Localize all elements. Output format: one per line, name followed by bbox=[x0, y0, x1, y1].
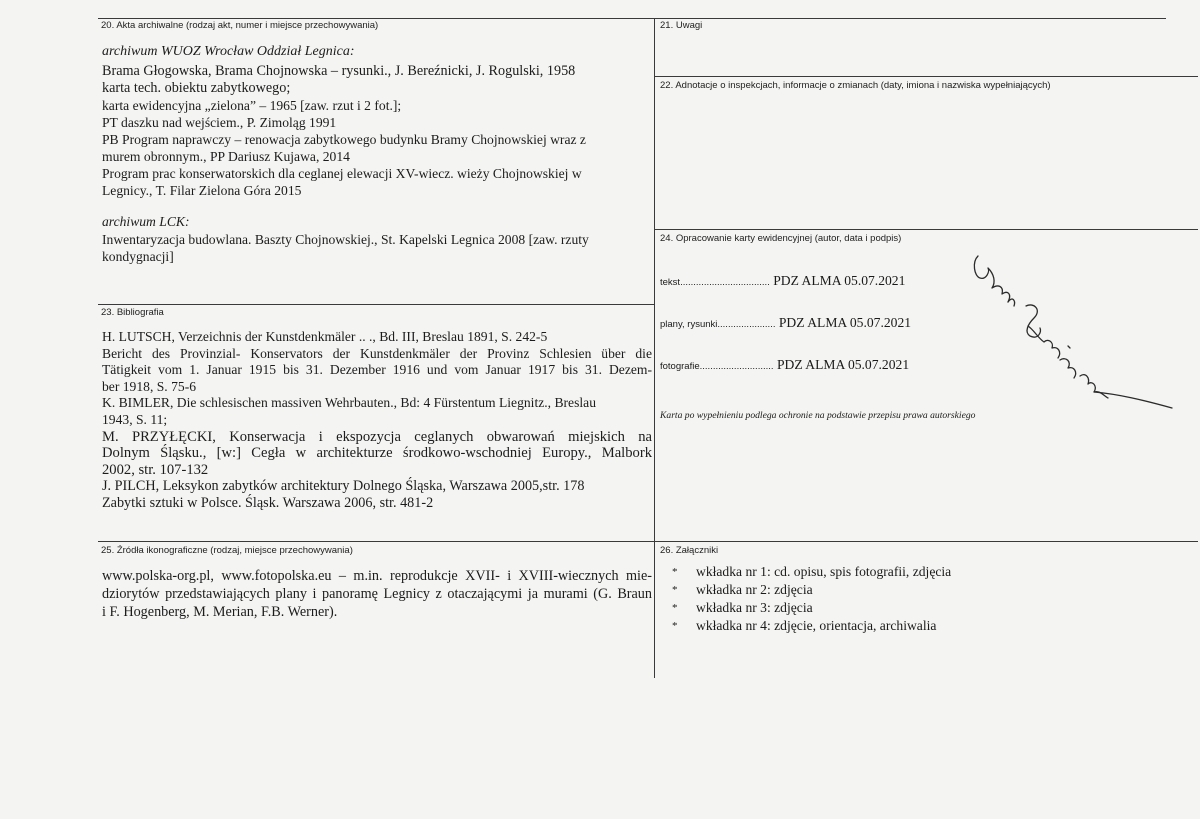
iconographic-line: dziorytów przedstawiających plany i panoramę Legnicy z otaczającymi ja murami (G. Braun bbox=[102, 586, 652, 602]
author-row-label: fotografie bbox=[660, 361, 700, 372]
archive-entry: karta tech. obiektu zabytkowego; bbox=[102, 80, 291, 96]
archive-lck-heading: archiwum LCK: bbox=[102, 214, 190, 229]
copyright-note: Karta po wypełnieniu podlega ochronie na podstawie przepisu prawa autorskiego bbox=[660, 410, 976, 421]
attachment-item bbox=[672, 563, 951, 581]
attachment-item bbox=[672, 581, 951, 599]
bibliography-line: 1943, S. 11; bbox=[102, 411, 168, 427]
bibliography-line: M. PRZYŁĘCKI, Konserwacja i ekspozycja ceglanych obwarowań miejskich na bbox=[102, 428, 652, 445]
author-row-dots: .................................. bbox=[680, 277, 770, 288]
archive-entry: PB Program naprawczy – renowacja zabytkowego budynku Bramy Chojnowskiej wraz z bbox=[102, 132, 586, 147]
author-row-dots: ...................... bbox=[717, 319, 776, 330]
archive-lck-entries bbox=[102, 231, 652, 265]
bullet-icon: * bbox=[672, 584, 678, 596]
author-row-value: PDZ ALMA 05.07.2021 bbox=[773, 273, 906, 288]
section-21-header: 21. Uwagi bbox=[660, 20, 703, 31]
bibliography-line: Bericht des Provinzial- Konservators der Kunstdenkmäler der Provinz Schlesien über die bbox=[102, 345, 652, 361]
section-25-header: 25. Źródła ikonograficzne (rodzaj, miejsce przechowywania) bbox=[101, 545, 353, 556]
rule-21-22 bbox=[655, 76, 1198, 77]
author-row-drawings bbox=[660, 315, 911, 331]
archive-entry: Inwentaryzacja budowlana. Baszty Chojnowskiej., St. Kapelski Legnica 2008 [zaw. rzuty bbox=[102, 232, 589, 247]
section-22-header: 22. Adnotacje o inspekcjach, informacje o zmianach (daty, imiona i nazwiska wypełniających) bbox=[660, 80, 1051, 91]
bibliography-line: J. PILCH, Leksykon zabytków architektury Dolnego Śląska, Warszawa 2005,str. 178 bbox=[102, 478, 585, 495]
bibliography-line: Zabytki sztuki w Polsce. Śląsk. Warszawa 2006, str. 481-2 bbox=[102, 494, 434, 511]
section-23-header: 23. Bibliografia bbox=[101, 307, 164, 318]
bibliography-line: ber 1918, S. 75-6 bbox=[102, 378, 197, 394]
author-row-photos bbox=[660, 357, 909, 373]
rule-23-25 bbox=[98, 541, 1198, 542]
iconographic-line: i F. Hogenberg, M. Merian, F.B. Werner). bbox=[102, 604, 338, 620]
attachment-label: wkładka nr 4: zdjęcie, orientacja, archiwalia bbox=[696, 618, 937, 633]
author-row-label: tekst bbox=[660, 277, 681, 288]
bullet-icon: * bbox=[672, 602, 678, 614]
column-divider bbox=[654, 18, 655, 678]
iconographic-line: www.polska-org.pl, www.fotopolska.eu – m.in. reprodukcje XVII- i XVIII-wiecznych mie- bbox=[102, 568, 652, 584]
attachment-item bbox=[672, 599, 951, 617]
bullet-icon: * bbox=[672, 620, 678, 632]
section-24-header: 24. Opracowanie karty ewidencyjnej (autor, data i podpis) bbox=[660, 233, 902, 244]
attachment-label: wkładka nr 2: zdjęcia bbox=[696, 582, 813, 597]
attachments-list bbox=[672, 563, 951, 635]
attachment-label: wkładka nr 3: zdjęcia bbox=[696, 600, 813, 615]
archive-entry: PT daszku nad wejściem., P. Zimoląg 1991 bbox=[102, 115, 337, 130]
author-row-value: PDZ ALMA 05.07.2021 bbox=[776, 357, 910, 372]
archive-entry: Brama Głogowska, Brama Chojnowska – rysunki., J. Bereźnicki, J. Rogulski, 1958 bbox=[102, 63, 576, 79]
handwritten-signature bbox=[968, 242, 1178, 442]
rule-20-23 bbox=[98, 304, 654, 305]
attachment-item bbox=[672, 617, 951, 635]
archive-entry: Legnicy., T. Filar Zielona Góra 2015 bbox=[102, 183, 302, 198]
author-row-dots: ............................ bbox=[699, 361, 774, 372]
iconographic-sources bbox=[102, 567, 652, 621]
bullet-icon: * bbox=[672, 566, 678, 578]
bibliography-line: Tätigkeit vom 1. Januar 1915 bis 31. Dezember 1916 und vom Januar 1917 bis 31. Dezem- bbox=[102, 362, 652, 378]
frame-top-rule bbox=[98, 18, 1166, 19]
archive-wuoz-heading: archiwum WUOZ Wrocław Oddział Legnica: bbox=[102, 44, 355, 59]
author-row-text bbox=[660, 273, 905, 289]
archive-entry: murem obronnym., PP Dariusz Kujawa, 2014 bbox=[102, 149, 350, 164]
bibliography-line: Dolnym Śląsku., [w:] Cegła w architekturze środkowo-wschodniej Europy., Malbork bbox=[102, 445, 652, 462]
bibliography-list bbox=[102, 329, 652, 512]
section-20-header: 20. Akta archiwalne (rodzaj akt, numer i miejsce przechowywania) bbox=[101, 20, 379, 31]
bibliography-line: K. BIMLER, Die schlesischen massiven Wehrbauten., Bd: 4 Fürstentum Liegnitz., Breslau bbox=[102, 395, 596, 411]
archive-entry: Program prac konserwatorskich dla ceglanej elewacji XV-wiecz. wieży Chojnowskiej w bbox=[102, 166, 582, 181]
archive-wuoz-entries bbox=[102, 63, 652, 199]
section-26-header: 26. Załączniki bbox=[660, 545, 719, 556]
author-row-label: plany, rysunki bbox=[660, 319, 718, 330]
archive-entry: kondygnacji] bbox=[102, 249, 174, 264]
archive-entry: karta ewidencyjna „zielona” – 1965 [zaw. rzut i 2 fot.]; bbox=[102, 98, 402, 113]
bibliography-line: 2002, str. 107-132 bbox=[102, 461, 209, 478]
author-row-value: PDZ ALMA 05.07.2021 bbox=[778, 315, 912, 330]
rule-22-24 bbox=[655, 229, 1198, 230]
bibliography-line: H. LUTSCH, Verzeichnis der Kunstdenkmäler .. ., Bd. III, Breslau 1891, S. 242-5 bbox=[102, 329, 548, 344]
attachment-label: wkładka nr 1: cd. opisu, spis fotografii, zdjęcia bbox=[696, 564, 952, 579]
